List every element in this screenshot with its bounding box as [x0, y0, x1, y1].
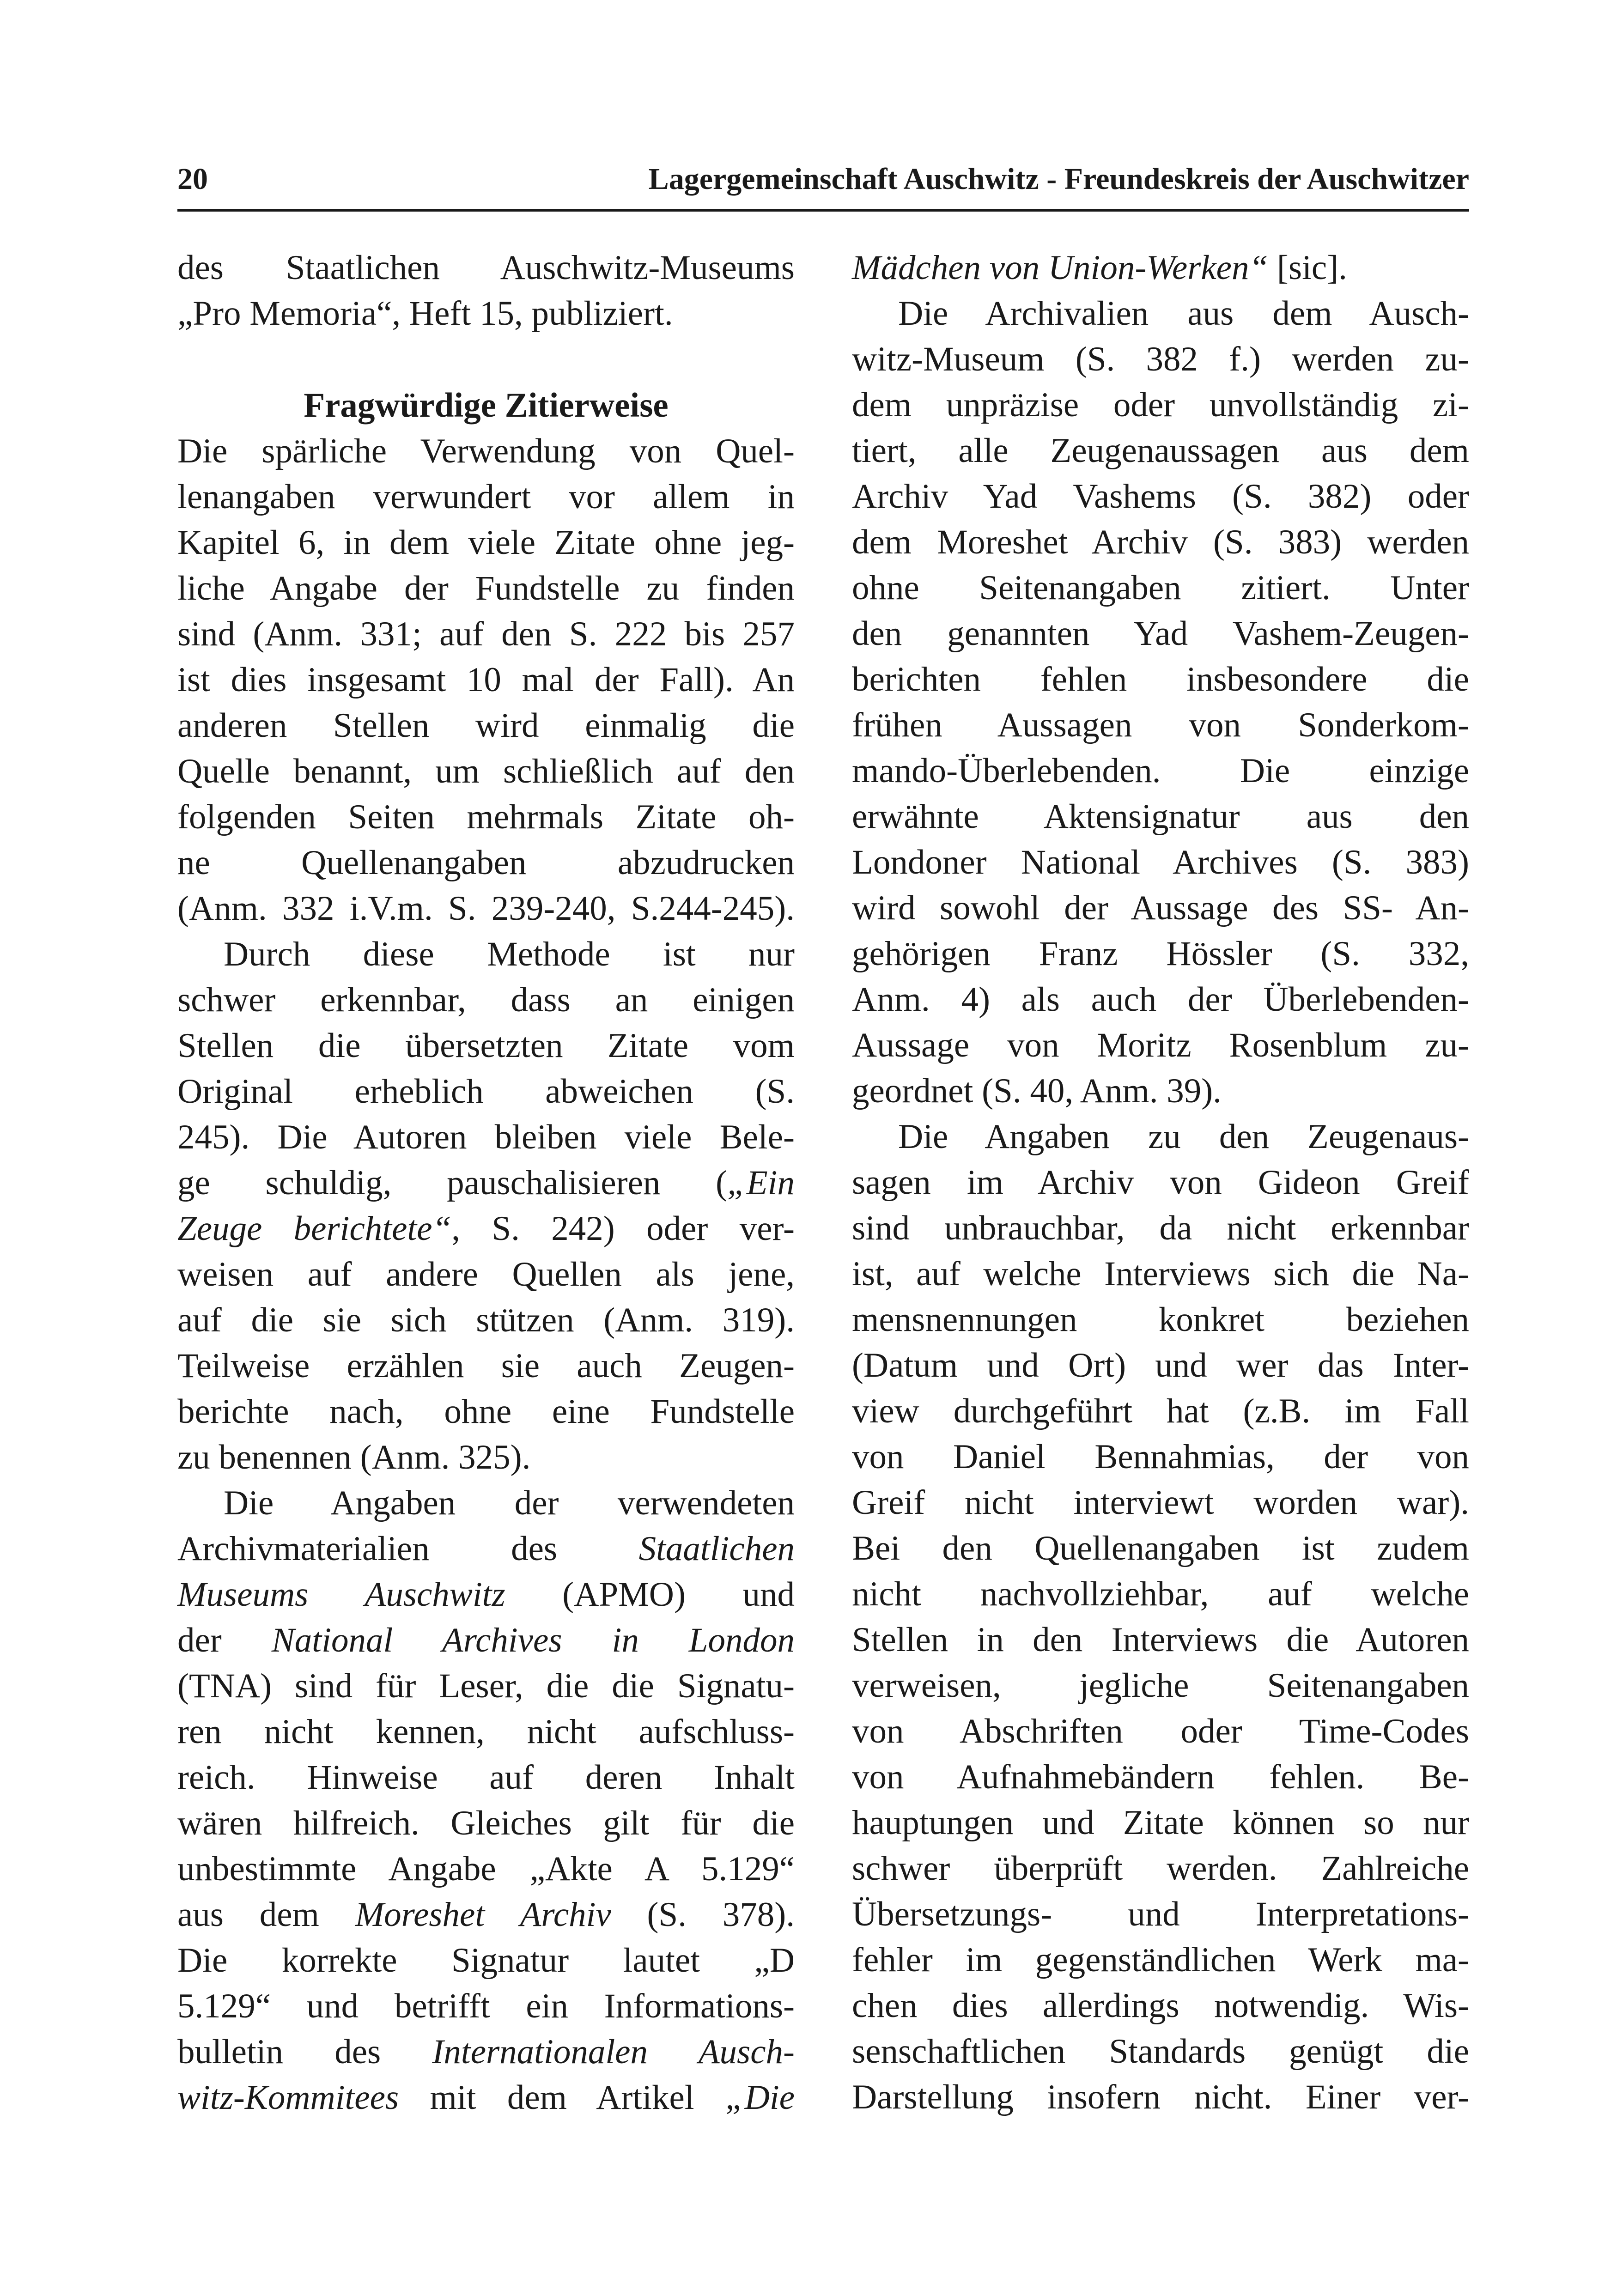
text-line: von Abschriften oder Time-Codes: [852, 1712, 1469, 1750]
text-line: schwer erkennbar, dass an einigen: [177, 981, 795, 1019]
text-line: [177, 1206, 795, 1251]
section-heading: Fragwürdige Zitierweise: [304, 386, 669, 425]
text-line: von Daniel Bennahmias, der von: [852, 1438, 1469, 1476]
text-line: berichte nach, ohne eine Fundstelle: [177, 1392, 795, 1431]
section-spacer: [177, 336, 795, 383]
text-line: ren nicht kennen, nicht aufschluss-: [177, 1713, 795, 1751]
text-line: [177, 1160, 795, 1206]
text-line: den genannten Yad Vashem-Zeugen-: [852, 614, 1469, 653]
text-line: anderen Stellen wird einmalig die: [177, 706, 795, 745]
text-line: auf die sie sich stützen (Anm. 319).: [177, 1301, 795, 1339]
text-line: view durchgeführt hat (z.B. im Fall: [852, 1392, 1469, 1430]
text-line: nicht nachvollziehbar, auf welche: [852, 1575, 1469, 1613]
text-line: Durch diese Methode ist nur: [224, 935, 795, 973]
header-rule: [177, 209, 1469, 212]
text-line: chen dies allerdings notwendig. Wis-: [852, 1986, 1469, 2025]
page-number: 20: [177, 162, 208, 196]
text-segment: bulletin des: [177, 2033, 432, 2071]
italic-segment: Zeuge berichtete“: [177, 1209, 452, 1248]
text-line: Greif nicht interviewt worden war).: [852, 1483, 1469, 1522]
text-line: erwähnte Aktensignatur aus den: [852, 797, 1469, 836]
text-line: folgenden Seiten mehrmals Zitate oh-: [177, 798, 795, 836]
text-line: senschaftlichen Standards genügt die: [852, 2032, 1469, 2071]
text-line: berichten fehlen insbesondere die: [852, 660, 1469, 699]
text-line: Die spärliche Verwendung von Quel-: [177, 432, 795, 470]
text-line: Die Angaben zu den Zeugenaus-: [898, 1118, 1469, 1156]
text-segment: ge schuldig, pauschalisieren (: [177, 1164, 728, 1202]
text-line: dem Moreshet Archiv (S. 383) werden: [852, 523, 1469, 561]
text-line: unbestimmte Angabe „Akte A 5.129“: [177, 1850, 795, 1888]
text-line: lenangaben verwundert vor allem in: [177, 478, 795, 516]
text-line: geordnet (S. 40, Anm. 39).: [852, 1072, 1222, 1110]
text-segment: der: [177, 1621, 272, 1659]
text-segment: [sic].: [1268, 249, 1347, 287]
text-line: schwer überprüft werden. Zahlreiche: [852, 1849, 1469, 1888]
text-line: „Pro Memoria“, Heft 15, publiziert.: [177, 294, 673, 333]
text-segment: mit dem Artikel: [399, 2078, 725, 2117]
text-segment: , S. 242) oder ver-: [451, 1209, 795, 1248]
text-line: ist, auf welche Interviews sich die Na-: [852, 1255, 1469, 1293]
text-line: weisen auf andere Quellen als jene,: [177, 1255, 795, 1294]
text-line: Original erheblich abweichen (S.: [177, 1072, 795, 1111]
text-line: 245). Die Autoren bleiben viele Bele-: [177, 1118, 795, 1156]
left-column: [177, 245, 795, 2120]
text-line: wären hilfreich. Gleiches gilt für die: [177, 1804, 795, 1842]
text-line: tiert, alle Zeugenaussagen aus dem: [852, 431, 1469, 470]
text-line: Darstellung insofern nicht. Einer ver-: [852, 2078, 1469, 2116]
text-line: (Anm. 332 i.V.m. S. 239-240, S.244-245).: [177, 889, 795, 928]
italic-segment: Staatlichen: [638, 1530, 795, 1568]
text-line: mando-Überlebenden. Die einzige: [852, 752, 1469, 790]
text-line: gehörigen Franz Hössler (S. 332,: [852, 935, 1469, 973]
text-line: Übersetzungs- und Interpretations-: [852, 1895, 1469, 1933]
page-header: [177, 162, 1469, 208]
text-line: [177, 1892, 795, 1938]
italic-segment: National Archives in London: [271, 1621, 795, 1659]
italic-segment: Museums Auschwitz: [177, 1575, 505, 1614]
italic-segment: „Ein: [727, 1164, 795, 1202]
text-line: sagen im Archiv von Gideon Greif: [852, 1163, 1469, 1202]
text-line: frühen Aussagen von Sonderkom-: [852, 706, 1469, 744]
text-line: Archiv Yad Vashems (S. 382) oder: [852, 477, 1469, 516]
text-line: Londoner National Archives (S. 383): [852, 843, 1469, 881]
text-line: Quelle benannt, um schließlich auf den: [177, 752, 795, 790]
text-line: sind unbrauchbar, da nicht erkennbar: [852, 1209, 1469, 1247]
text-line: Aussage von Moritz Rosenblum zu-: [852, 1026, 1469, 1064]
italic-segment: Moreshet Archiv: [355, 1895, 611, 1934]
text-line: Kapitel 6, in dem viele Zitate ohne jeg-: [177, 523, 795, 562]
text-line: ist dies insgesamt 10 mal der Fall). An: [177, 661, 795, 699]
text-line: Stellen in den Interviews die Autoren: [852, 1621, 1469, 1659]
text-line: reich. Hinweise auf deren Inhalt: [177, 1758, 795, 1797]
text-line: Die Angaben der verwendeten: [224, 1484, 795, 1522]
text-line: (TNA) sind für Leser, die die Signatu-: [177, 1667, 795, 1705]
text-line: [177, 2029, 795, 2075]
text-line: Die Archivalien aus dem Ausch-: [898, 294, 1469, 333]
text-line: wird sowohl der Aussage des SS- An-: [852, 889, 1469, 927]
text-line: Stellen die übersetzten Zitate vom: [177, 1027, 795, 1065]
text-line: [177, 1572, 795, 1617]
text-line: [852, 245, 1469, 291]
text-line: ohne Seitenangaben zitiert. Unter: [852, 569, 1469, 607]
text-line: dem unpräzise oder unvollständig zi-: [852, 386, 1469, 424]
text-segment: (APMO) und: [505, 1575, 795, 1614]
text-line: Die korrekte Signatur lautet „D: [177, 1941, 795, 1980]
text-segment: aus dem: [177, 1895, 355, 1934]
text-line: [177, 1526, 795, 1572]
text-line: (Datum und Ort) und wer das Inter-: [852, 1346, 1469, 1385]
italic-segment: witz-Kommitees: [177, 2078, 399, 2117]
text-line: Anm. 4) als auch der Überlebenden-: [852, 980, 1469, 1019]
running-title: Lagergemeinschaft Auschwitz - Freundeskreis der Auschwitzer: [648, 162, 1469, 196]
text-line: mensnennungen konkret beziehen: [852, 1300, 1469, 1339]
text-segment: Archivmaterialien des: [177, 1530, 639, 1568]
text-line: [177, 1617, 795, 1663]
text-line: des Staatlichen Auschwitz-Museums: [177, 249, 795, 287]
text-line: Bei den Quellenangaben ist zudem: [852, 1529, 1469, 1567]
text-line: hauptungen und Zitate können so nur: [852, 1804, 1469, 1842]
italic-segment: „Die: [725, 2078, 795, 2117]
text-line: verweisen, jegliche Seitenangaben: [852, 1666, 1469, 1705]
text-line: von Aufnahmebändern fehlen. Be-: [852, 1758, 1469, 1796]
text-line: witz-Museum (S. 382 f.) werden zu-: [852, 340, 1469, 378]
text-segment: (S. 378).: [611, 1895, 795, 1934]
text-line: liche Angabe der Fundstelle zu finden: [177, 569, 795, 607]
italic-segment: Mädchen von Union-Werken“: [852, 249, 1269, 287]
text-line: [177, 2075, 795, 2120]
text-line: ne Quellenangaben abzudrucken: [177, 844, 795, 882]
italic-segment: Internationalen Ausch-: [432, 2033, 795, 2071]
right-column: [852, 245, 1469, 2120]
text-line: Teilweise erzählen sie auch Zeugen-: [177, 1347, 795, 1385]
text-line: zu benennen (Anm. 325).: [177, 1438, 531, 1476]
text-line: fehler im gegenständlichen Werk ma-: [852, 1941, 1469, 1979]
text-line: sind (Anm. 331; auf den S. 222 bis 257: [177, 615, 795, 653]
text-line: 5.129“ und betrifft ein Informations-: [177, 1987, 795, 2025]
